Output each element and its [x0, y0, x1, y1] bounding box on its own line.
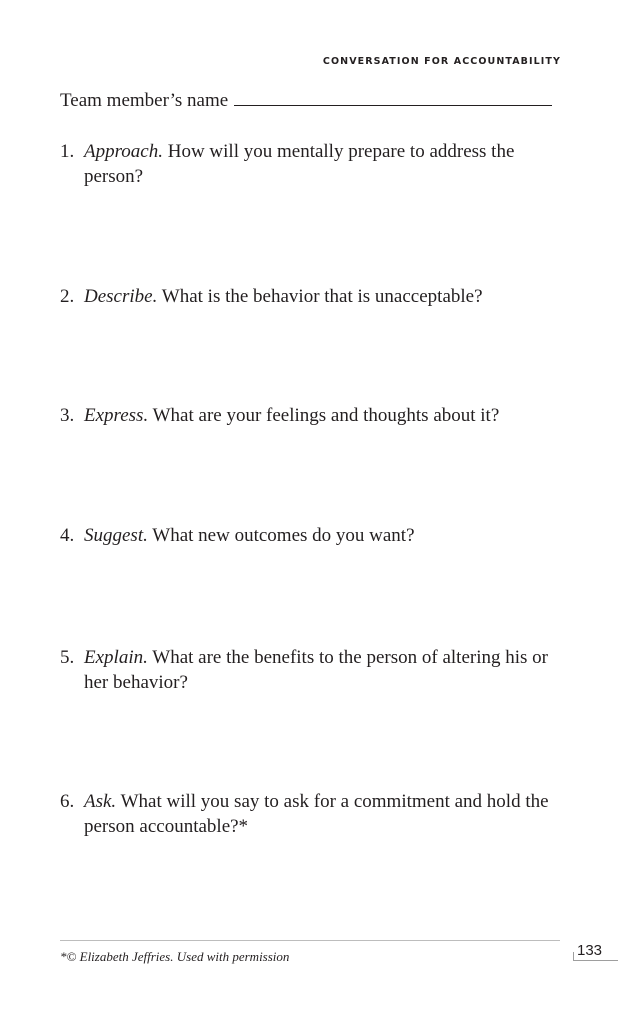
running-head: CONVERSATION FOR ACCOUNTABILITY — [322, 56, 561, 67]
question-number: 2. — [60, 286, 75, 307]
question-number: 3. — [60, 405, 75, 426]
name-label: Team member’s name — [60, 90, 229, 111]
question-item — [60, 284, 565, 309]
question-item — [60, 645, 565, 695]
question-item — [60, 789, 565, 839]
question-text — [84, 789, 565, 839]
question-number: 5. — [60, 647, 75, 668]
question-keyword: Ask. — [84, 791, 117, 812]
question-number: 1. — [60, 141, 75, 162]
page-number-underline — [573, 960, 618, 961]
question-keyword: Express. — [84, 405, 149, 426]
question-text — [84, 523, 565, 548]
question-number: 6. — [60, 791, 75, 812]
question-body: What will you say to ask for a commitment and hold the person accountable?* — [84, 791, 549, 837]
page-number: 133 — [577, 942, 603, 959]
question-text — [84, 284, 565, 309]
question-keyword: Suggest. — [84, 525, 148, 546]
question-body: What is the behavior that is unacceptable? — [161, 286, 483, 307]
question-item — [60, 139, 565, 189]
question-body: What are your feelings and thoughts about it? — [152, 405, 500, 426]
question-item — [60, 523, 565, 548]
question-number: 4. — [60, 525, 75, 546]
question-text — [84, 403, 565, 428]
question-text — [84, 645, 565, 695]
footnote: *© Elizabeth Jeffries. Used with permission — [60, 949, 290, 964]
question-keyword: Explain. — [84, 647, 148, 668]
name-blank-line — [234, 91, 552, 106]
question-text — [84, 139, 565, 189]
question-body: How will you mentally prepare to address the person? — [84, 141, 515, 187]
question-keyword: Describe. — [84, 286, 158, 307]
question-body: What are the benefits to the person of altering his or her behavior? — [84, 647, 548, 693]
question-item — [60, 403, 565, 428]
question-body: What new outcomes do you want? — [152, 525, 415, 546]
footnote-divider — [60, 940, 560, 941]
team-member-name-line — [60, 90, 552, 112]
question-keyword: Approach. — [84, 141, 163, 162]
page-number-tick — [573, 952, 574, 960]
